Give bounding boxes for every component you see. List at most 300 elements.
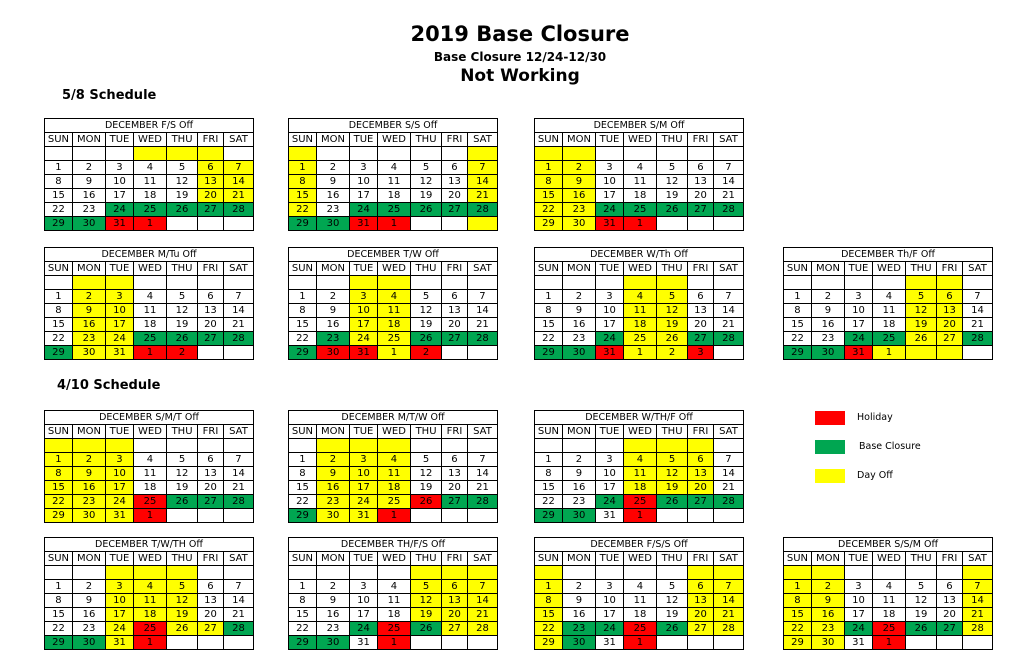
day-cell: 14 xyxy=(223,467,253,481)
day-cell xyxy=(713,217,743,231)
weekday-header: THU xyxy=(657,425,688,439)
day-cell: 20 xyxy=(688,481,714,495)
spacer-cell xyxy=(906,566,937,580)
day-cell: 5 xyxy=(167,453,198,467)
weekday-header: SAT xyxy=(223,425,253,439)
day-cell: 7 xyxy=(223,453,253,467)
day-cell: 4 xyxy=(872,580,905,594)
day-cell: 18 xyxy=(623,608,656,622)
day-cell: 21 xyxy=(223,481,253,495)
week-row xyxy=(289,332,498,346)
day-cell: 1 xyxy=(872,346,905,360)
day-cell: 29 xyxy=(289,636,317,650)
day-cell: 6 xyxy=(688,453,714,467)
day-cell: 26 xyxy=(657,203,688,217)
spacer-cell xyxy=(623,566,656,580)
weekday-header: THU xyxy=(167,133,198,147)
spacer-cell xyxy=(316,566,349,580)
weekday-header: MON xyxy=(72,262,105,276)
spacer-cell xyxy=(45,566,73,580)
day-cell: 6 xyxy=(688,290,714,304)
day-cell: 28 xyxy=(713,622,743,636)
day-cell: 13 xyxy=(688,594,714,608)
day-cell: 1 xyxy=(784,580,812,594)
weekday-header: THU xyxy=(906,552,937,566)
day-cell xyxy=(167,217,198,231)
day-cell: 22 xyxy=(535,495,563,509)
weekday-header: SAT xyxy=(223,133,253,147)
day-cell: 2 xyxy=(657,346,688,360)
week-row xyxy=(784,636,993,650)
spacer-cell xyxy=(133,439,166,453)
day-cell: 28 xyxy=(713,495,743,509)
week-row xyxy=(784,332,993,346)
day-cell: 3 xyxy=(596,161,624,175)
day-cell: 20 xyxy=(442,481,468,495)
calendar-title: DECEMBER S/S/M Off xyxy=(784,538,993,552)
day-cell: 14 xyxy=(962,594,992,608)
weekday-header: SUN xyxy=(289,552,317,566)
day-cell: 13 xyxy=(442,304,468,318)
day-cell: 17 xyxy=(596,318,624,332)
spacer-cell xyxy=(906,276,937,290)
day-cell: 17 xyxy=(350,189,378,203)
weekday-header: FRI xyxy=(442,552,468,566)
day-cell: 2 xyxy=(562,161,595,175)
day-cell: 20 xyxy=(688,608,714,622)
spacer-cell xyxy=(784,566,812,580)
spacer-cell xyxy=(596,439,624,453)
spacer-cell xyxy=(167,566,198,580)
day-cell: 1 xyxy=(133,509,166,523)
spacer-cell xyxy=(872,566,905,580)
week-row xyxy=(535,636,744,650)
day-cell: 22 xyxy=(289,203,317,217)
day-cell: 2 xyxy=(72,453,105,467)
weekday-header: TUE xyxy=(596,262,624,276)
spacer-cell xyxy=(72,566,105,580)
day-cell: 2 xyxy=(316,580,349,594)
day-cell: 18 xyxy=(623,481,656,495)
spacer-cell xyxy=(289,147,317,161)
day-cell: 20 xyxy=(198,318,224,332)
week-row xyxy=(535,608,744,622)
week-row xyxy=(289,453,498,467)
day-cell: 31 xyxy=(106,636,134,650)
day-cell xyxy=(962,346,992,360)
day-cell: 27 xyxy=(442,495,468,509)
spacer-cell xyxy=(442,147,468,161)
day-cell: 9 xyxy=(72,467,105,481)
week-row xyxy=(535,495,744,509)
week-row xyxy=(535,481,744,495)
week-row xyxy=(45,175,254,189)
day-cell: 13 xyxy=(442,175,468,189)
day-cell: 4 xyxy=(623,290,656,304)
day-cell xyxy=(657,217,688,231)
day-cell: 25 xyxy=(623,622,656,636)
day-cell: 14 xyxy=(713,594,743,608)
week-row xyxy=(289,189,498,203)
day-cell: 7 xyxy=(223,161,253,175)
day-cell: 10 xyxy=(106,304,134,318)
day-cell: 11 xyxy=(133,594,166,608)
day-cell xyxy=(467,217,497,231)
day-cell: 5 xyxy=(657,290,688,304)
weekday-header: MON xyxy=(316,552,349,566)
day-cell xyxy=(713,636,743,650)
calendar-title: DECEMBER T/W/TH Off xyxy=(45,538,254,552)
week-row xyxy=(535,175,744,189)
day-cell: 24 xyxy=(106,203,134,217)
day-cell: 30 xyxy=(562,346,595,360)
weekday-header: SAT xyxy=(962,552,992,566)
day-cell: 10 xyxy=(845,304,873,318)
week-row xyxy=(289,318,498,332)
day-cell: 12 xyxy=(167,175,198,189)
day-cell: 18 xyxy=(377,481,410,495)
week-row xyxy=(784,580,993,594)
day-cell: 25 xyxy=(377,332,410,346)
day-cell: 5 xyxy=(167,290,198,304)
day-cell: 16 xyxy=(316,481,349,495)
day-cell: 22 xyxy=(535,203,563,217)
spacer-cell xyxy=(289,566,317,580)
day-cell: 15 xyxy=(289,608,317,622)
day-cell: 6 xyxy=(688,161,714,175)
weekday-header: FRI xyxy=(198,262,224,276)
day-cell: 19 xyxy=(906,318,937,332)
day-cell: 14 xyxy=(467,304,497,318)
weekday-header: MON xyxy=(316,425,349,439)
day-cell: 29 xyxy=(784,636,812,650)
week-row xyxy=(45,346,254,360)
week-row xyxy=(784,304,993,318)
day-cell: 3 xyxy=(106,453,134,467)
day-cell: 28 xyxy=(467,495,497,509)
week-row xyxy=(289,636,498,650)
day-cell: 6 xyxy=(442,161,468,175)
day-cell: 26 xyxy=(167,622,198,636)
day-cell: 10 xyxy=(106,594,134,608)
day-cell: 11 xyxy=(377,175,410,189)
day-cell xyxy=(223,509,253,523)
day-cell: 24 xyxy=(845,622,873,636)
week-row xyxy=(535,453,744,467)
day-cell: 5 xyxy=(657,580,688,594)
day-cell: 22 xyxy=(535,622,563,636)
spacer-cell xyxy=(657,439,688,453)
day-cell: 23 xyxy=(72,203,105,217)
spacer-cell xyxy=(133,566,166,580)
day-cell xyxy=(962,636,992,650)
calendar-table xyxy=(534,118,744,231)
day-cell: 17 xyxy=(596,608,624,622)
weekday-header: MON xyxy=(811,552,844,566)
weekday-header: THU xyxy=(411,262,442,276)
weekday-header: SUN xyxy=(289,262,317,276)
day-cell: 14 xyxy=(223,175,253,189)
calendar-table xyxy=(288,247,498,360)
day-cell: 2 xyxy=(72,290,105,304)
spacer-cell xyxy=(45,439,73,453)
day-cell: 10 xyxy=(106,175,134,189)
spacer-cell xyxy=(289,439,317,453)
day-cell: 31 xyxy=(596,509,624,523)
calendar-table xyxy=(44,410,254,523)
spacer-cell xyxy=(784,276,812,290)
weekday-header: FRI xyxy=(688,262,714,276)
day-cell: 14 xyxy=(713,175,743,189)
week-row xyxy=(45,189,254,203)
day-cell: 19 xyxy=(906,608,937,622)
spacer-cell xyxy=(596,147,624,161)
day-cell: 10 xyxy=(596,594,624,608)
week-row xyxy=(535,161,744,175)
day-cell: 16 xyxy=(562,189,595,203)
day-cell: 13 xyxy=(688,304,714,318)
day-cell: 31 xyxy=(106,509,134,523)
day-cell: 25 xyxy=(377,495,410,509)
day-cell: 23 xyxy=(72,332,105,346)
day-cell: 8 xyxy=(535,175,563,189)
calendar-title: DECEMBER S/S Off xyxy=(289,119,498,133)
day-cell: 18 xyxy=(377,318,410,332)
weekday-header: TUE xyxy=(106,133,134,147)
section-heading-5-8: 5/8 Schedule xyxy=(62,88,157,103)
spacer-cell xyxy=(845,276,873,290)
weekday-header: SUN xyxy=(535,552,563,566)
weekday-header: TUE xyxy=(596,133,624,147)
day-cell: 26 xyxy=(411,622,442,636)
day-cell: 20 xyxy=(198,481,224,495)
spacer-cell xyxy=(713,439,743,453)
day-cell: 30 xyxy=(72,509,105,523)
week-row xyxy=(289,467,498,481)
day-cell: 23 xyxy=(562,495,595,509)
day-cell: 12 xyxy=(906,304,937,318)
day-cell: 2 xyxy=(316,290,349,304)
spacer-cell xyxy=(198,276,224,290)
day-cell: 25 xyxy=(872,332,905,346)
day-cell xyxy=(198,636,224,650)
day-cell xyxy=(467,346,497,360)
day-cell: 4 xyxy=(133,161,166,175)
day-cell: 15 xyxy=(45,481,73,495)
day-cell: 4 xyxy=(623,580,656,594)
day-cell: 27 xyxy=(937,332,963,346)
day-cell: 1 xyxy=(623,509,656,523)
calendar-table xyxy=(288,118,498,231)
spacer-cell xyxy=(223,147,253,161)
spacer-cell xyxy=(657,276,688,290)
day-cell: 12 xyxy=(411,467,442,481)
day-cell: 9 xyxy=(72,175,105,189)
day-cell: 31 xyxy=(350,217,378,231)
day-cell: 9 xyxy=(562,594,595,608)
day-cell: 6 xyxy=(937,290,963,304)
day-cell: 17 xyxy=(845,318,873,332)
week-row xyxy=(45,467,254,481)
weekday-header: SAT xyxy=(223,262,253,276)
day-cell: 10 xyxy=(106,467,134,481)
calendar-table xyxy=(534,537,744,650)
day-cell xyxy=(198,346,224,360)
day-cell: 29 xyxy=(45,346,73,360)
day-cell: 9 xyxy=(811,594,844,608)
day-cell: 20 xyxy=(442,608,468,622)
spacer-cell xyxy=(133,147,166,161)
day-cell: 5 xyxy=(411,453,442,467)
day-cell xyxy=(906,346,937,360)
day-cell: 1 xyxy=(784,290,812,304)
spacer-cell xyxy=(45,276,73,290)
spacer-cell xyxy=(467,439,497,453)
week-row xyxy=(535,467,744,481)
day-cell: 29 xyxy=(784,346,812,360)
day-cell: 21 xyxy=(467,481,497,495)
weekday-header: TUE xyxy=(350,262,378,276)
weekday-header: MON xyxy=(316,262,349,276)
day-cell: 1 xyxy=(377,346,410,360)
day-cell: 30 xyxy=(316,509,349,523)
day-cell: 29 xyxy=(289,346,317,360)
weekday-header: SUN xyxy=(289,425,317,439)
day-cell: 9 xyxy=(562,175,595,189)
weekday-header: FRI xyxy=(198,425,224,439)
day-cell: 31 xyxy=(106,217,134,231)
day-cell: 1 xyxy=(377,217,410,231)
day-cell: 16 xyxy=(72,481,105,495)
calendar-title: DECEMBER W/Th Off xyxy=(535,248,744,262)
spacer-cell xyxy=(688,276,714,290)
day-cell: 28 xyxy=(467,332,497,346)
calendar-table xyxy=(534,410,744,523)
weekday-header: FRI xyxy=(937,262,963,276)
week-row xyxy=(45,318,254,332)
day-cell: 31 xyxy=(845,636,873,650)
day-cell: 29 xyxy=(45,636,73,650)
spacer-cell xyxy=(713,147,743,161)
day-cell: 9 xyxy=(316,175,349,189)
day-cell: 4 xyxy=(133,290,166,304)
day-cell: 17 xyxy=(350,608,378,622)
weekday-header: MON xyxy=(316,133,349,147)
day-cell: 17 xyxy=(845,608,873,622)
day-cell: 28 xyxy=(223,332,253,346)
day-cell: 22 xyxy=(45,203,73,217)
day-cell: 27 xyxy=(688,332,714,346)
spacer-cell xyxy=(535,439,563,453)
legend-label: Base Closure xyxy=(859,441,921,452)
day-cell: 20 xyxy=(198,189,224,203)
day-cell: 11 xyxy=(133,467,166,481)
spacer-cell xyxy=(442,566,468,580)
day-cell: 14 xyxy=(713,467,743,481)
calendar-table xyxy=(44,247,254,360)
spacer-cell xyxy=(167,276,198,290)
day-cell: 17 xyxy=(106,318,134,332)
day-cell: 1 xyxy=(377,636,410,650)
calendar-title: DECEMBER TH/F/S Off xyxy=(289,538,498,552)
day-cell: 25 xyxy=(133,203,166,217)
weekday-header: TUE xyxy=(596,552,624,566)
day-cell: 3 xyxy=(596,290,624,304)
week-row xyxy=(535,189,744,203)
day-cell: 29 xyxy=(289,509,317,523)
weekday-header: SUN xyxy=(535,425,563,439)
day-cell: 28 xyxy=(713,203,743,217)
calendar-title: DECEMBER S/M Off xyxy=(535,119,744,133)
day-cell: 19 xyxy=(411,481,442,495)
day-cell: 29 xyxy=(535,636,563,650)
day-cell: 18 xyxy=(623,318,656,332)
day-cell: 13 xyxy=(937,594,963,608)
day-cell: 30 xyxy=(316,346,349,360)
spacer-cell xyxy=(962,276,992,290)
legend-swatch xyxy=(815,440,845,454)
weekday-header: WED xyxy=(377,552,410,566)
day-cell: 21 xyxy=(223,189,253,203)
weekday-header: THU xyxy=(906,262,937,276)
day-cell: 26 xyxy=(411,332,442,346)
day-cell: 5 xyxy=(906,290,937,304)
day-cell: 30 xyxy=(72,217,105,231)
day-cell: 1 xyxy=(45,161,73,175)
spacer-cell xyxy=(623,439,656,453)
day-cell: 30 xyxy=(72,346,105,360)
day-cell: 17 xyxy=(596,189,624,203)
day-cell xyxy=(937,636,963,650)
week-row xyxy=(45,217,254,231)
day-cell: 17 xyxy=(596,481,624,495)
day-cell: 29 xyxy=(289,217,317,231)
day-cell: 25 xyxy=(623,495,656,509)
day-cell: 24 xyxy=(596,203,624,217)
day-cell: 30 xyxy=(316,217,349,231)
weekday-header: TUE xyxy=(845,552,873,566)
week-row xyxy=(289,161,498,175)
day-cell: 4 xyxy=(623,453,656,467)
day-cell: 12 xyxy=(411,594,442,608)
weekday-header: MON xyxy=(72,552,105,566)
weekday-header: MON xyxy=(72,425,105,439)
day-cell: 6 xyxy=(198,290,224,304)
weekday-header: SAT xyxy=(467,425,497,439)
day-cell: 7 xyxy=(467,290,497,304)
day-cell: 15 xyxy=(784,608,812,622)
spacer-cell xyxy=(962,566,992,580)
spacer-cell xyxy=(411,147,442,161)
calendar-title: DECEMBER M/T/W Off xyxy=(289,411,498,425)
spacer-cell xyxy=(562,439,595,453)
day-cell: 31 xyxy=(596,636,624,650)
day-cell: 11 xyxy=(623,594,656,608)
week-row xyxy=(45,636,254,650)
day-cell: 19 xyxy=(167,189,198,203)
day-cell: 3 xyxy=(350,453,378,467)
day-cell: 29 xyxy=(45,217,73,231)
day-cell: 21 xyxy=(962,608,992,622)
weekday-header: SAT xyxy=(223,552,253,566)
weekday-header: SAT xyxy=(467,262,497,276)
day-cell: 20 xyxy=(688,318,714,332)
day-cell: 7 xyxy=(467,453,497,467)
spacer-cell xyxy=(535,566,563,580)
spacer-cell xyxy=(623,147,656,161)
day-cell: 27 xyxy=(198,203,224,217)
weekday-header: SAT xyxy=(713,133,743,147)
